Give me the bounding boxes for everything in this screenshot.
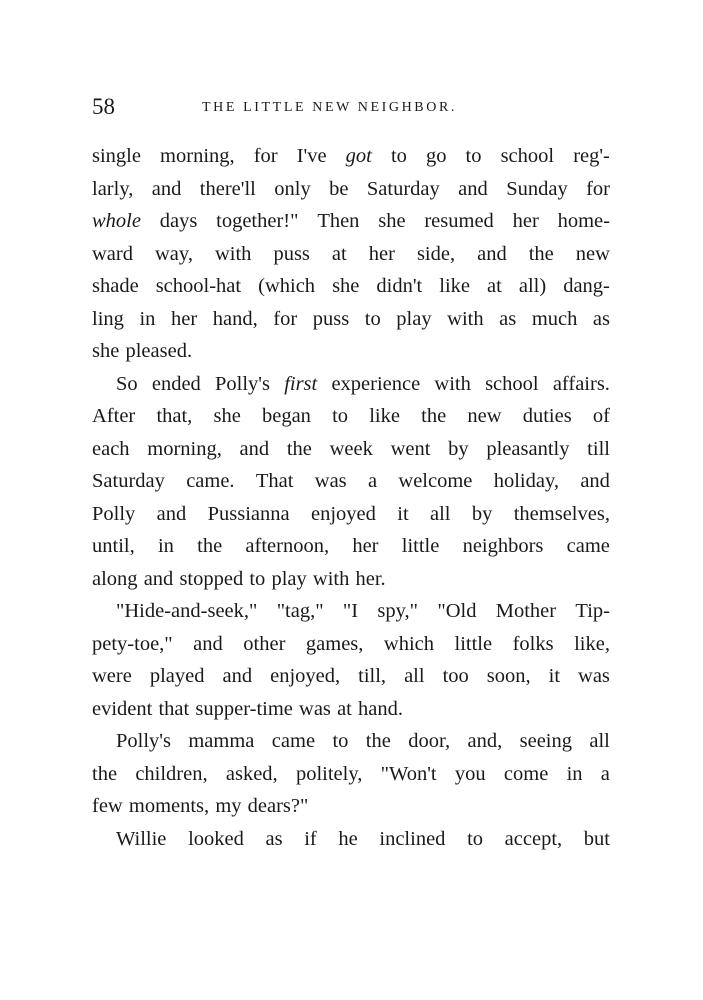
text-line (92, 498, 610, 531)
word: play (271, 567, 307, 590)
word: neighbors (462, 535, 544, 557)
word: her (512, 210, 539, 232)
word: at (487, 275, 502, 297)
word: her (352, 535, 379, 557)
word: soon, (486, 665, 531, 687)
word: new (575, 242, 610, 265)
word: children, (135, 762, 208, 785)
word: of (592, 405, 610, 427)
word: Saturday (366, 177, 440, 200)
word: to (332, 405, 349, 427)
word: school (485, 372, 539, 395)
word: all (430, 502, 451, 525)
word: she (213, 405, 241, 427)
word: the (528, 242, 554, 265)
word: little (454, 632, 493, 655)
word: home- (557, 210, 610, 232)
word: came. (186, 470, 235, 492)
word: (which (258, 275, 316, 297)
text-line (92, 758, 610, 791)
word: Tip- (575, 600, 610, 622)
word: go (425, 145, 447, 167)
word: didn't (376, 275, 423, 297)
word: evident (92, 697, 153, 720)
word: inclined (379, 827, 446, 850)
word: and, (467, 730, 503, 752)
word: and (239, 437, 270, 460)
word: in (157, 535, 174, 557)
word: in (139, 307, 156, 330)
word: Mother (495, 600, 557, 622)
text-line (92, 303, 610, 336)
word: affairs. (552, 372, 610, 395)
word: in (566, 762, 583, 785)
text-line (92, 238, 610, 271)
word: Saturday (92, 470, 165, 492)
word: he (338, 827, 358, 850)
word: hand. (358, 697, 403, 720)
word: like (439, 275, 471, 297)
text-line (92, 660, 610, 693)
word: too (442, 665, 469, 687)
word: stopped (179, 567, 244, 590)
text-line (92, 270, 610, 303)
text-line (92, 433, 610, 466)
word: by (471, 502, 493, 525)
word: reg'- (573, 145, 610, 167)
word: duties (522, 405, 572, 427)
word: ling (92, 307, 124, 330)
word: welcome (398, 470, 473, 492)
word: and (143, 567, 174, 590)
word: played (149, 665, 205, 687)
word: but (583, 827, 610, 850)
word: I've (296, 145, 327, 167)
word: pleased. (125, 340, 193, 362)
word: and (156, 502, 187, 525)
text-line (92, 790, 610, 823)
word: as (592, 307, 610, 330)
word: at (337, 697, 352, 720)
word: the (421, 405, 447, 427)
word: Then (317, 210, 360, 232)
word: got (345, 145, 372, 167)
word: single (92, 145, 141, 167)
word: Willie (116, 827, 167, 850)
word: came (271, 730, 316, 752)
word: as (499, 307, 517, 330)
word: by (448, 437, 469, 460)
word: morning, (160, 145, 235, 167)
word: mamma (188, 730, 255, 752)
word: the (92, 762, 118, 785)
word: a (600, 762, 610, 785)
word: the (286, 437, 312, 460)
word: her (170, 307, 198, 330)
word: and (193, 632, 223, 655)
word: puss (273, 242, 310, 265)
text-line (92, 693, 610, 726)
word: her (368, 242, 395, 265)
word: she (378, 210, 406, 232)
word: dang- (563, 275, 610, 297)
word: to (465, 145, 482, 167)
word: new (467, 405, 502, 427)
word: looked (188, 827, 244, 850)
text-line (92, 530, 610, 563)
word: way, (155, 242, 193, 265)
word: to (364, 307, 381, 330)
text-line (92, 465, 610, 498)
word: "Hide-and-seek," (116, 600, 258, 622)
word: with (214, 242, 252, 265)
word: morning, (147, 437, 222, 460)
word: it (548, 665, 561, 687)
text-line (92, 140, 610, 173)
word: to (390, 145, 407, 167)
word: together!" (216, 210, 299, 232)
running-head: THE LITTLE NEW NEIGHBOR. (202, 100, 457, 115)
word: the (197, 535, 223, 557)
word: resumed (424, 210, 494, 232)
word: all) (518, 275, 547, 297)
text-line (92, 400, 610, 433)
word: "Old (437, 600, 477, 622)
word: whole (92, 210, 141, 232)
word: with (447, 307, 484, 330)
word: for (253, 145, 278, 167)
word: began (261, 405, 311, 427)
page-number: 58 (92, 94, 115, 119)
text-line (92, 628, 610, 661)
word: enjoyed, (270, 665, 341, 687)
word: along (92, 567, 138, 590)
word: pety-toe," (92, 632, 173, 655)
word: only (274, 177, 311, 200)
word: and (458, 177, 488, 200)
word: folks (512, 632, 554, 655)
text-line (92, 725, 610, 758)
word: my (215, 795, 242, 817)
word: shade (92, 275, 139, 297)
body-text (92, 140, 610, 855)
word: puss (312, 307, 350, 330)
word: hand, (212, 307, 258, 330)
word: pleasantly (486, 437, 570, 460)
text-line (92, 335, 610, 368)
word: much (531, 307, 578, 330)
word: dears?" (247, 795, 309, 817)
word: if (304, 827, 317, 850)
word: spy," (377, 600, 419, 622)
word: Polly (92, 502, 136, 525)
word: week (329, 437, 373, 460)
word: her. (355, 567, 386, 590)
word: first (284, 372, 318, 395)
word: school-hat (155, 275, 242, 297)
word: and (222, 665, 253, 687)
word: games, (305, 632, 364, 655)
word: come (503, 762, 549, 785)
text-line (92, 563, 610, 596)
word: was (314, 470, 347, 492)
word: "I (342, 600, 359, 622)
word: moments, (128, 795, 210, 817)
word: side, (416, 242, 456, 265)
word: afternoon, (245, 535, 330, 557)
word: each (92, 437, 130, 460)
word: all (589, 730, 610, 752)
word: That (255, 470, 294, 492)
page-header (92, 92, 612, 124)
text-line (92, 368, 610, 401)
word: there'll (199, 177, 256, 200)
word: a (367, 470, 378, 492)
text-line (92, 173, 610, 206)
word: ended (151, 372, 201, 395)
word: went (390, 437, 431, 460)
word: with (434, 372, 471, 395)
word: few (92, 795, 123, 817)
word: larly, (92, 177, 134, 200)
word: be (329, 177, 349, 200)
word: seeing (519, 730, 572, 752)
word: till (587, 437, 610, 460)
word: enjoyed (310, 502, 376, 525)
word: were (92, 665, 132, 687)
word: came (566, 535, 610, 557)
word: school (500, 145, 555, 167)
word: politely, (295, 762, 363, 785)
word: asked, (225, 762, 278, 785)
word: to (249, 567, 266, 590)
text-line (92, 595, 610, 628)
word: all (404, 665, 425, 687)
word: for (586, 177, 610, 200)
text-line (92, 205, 610, 238)
word: she (332, 275, 360, 297)
word: After (92, 405, 136, 427)
word: that (158, 697, 190, 720)
word: which (383, 632, 435, 655)
word: till, (358, 665, 387, 687)
word: the (365, 730, 391, 752)
word: themselves, (513, 502, 610, 525)
word: Sunday (506, 177, 568, 200)
word: to (467, 827, 484, 850)
word: play (396, 307, 432, 330)
word: was (578, 665, 610, 687)
word: as (265, 827, 283, 850)
word: until, (92, 535, 135, 557)
word: like, (574, 632, 610, 655)
word: Polly's (116, 730, 171, 752)
word: Polly's (215, 372, 270, 395)
text-line (92, 823, 610, 856)
word: days (159, 210, 198, 232)
word: accept, (504, 827, 563, 850)
word: So (116, 372, 138, 395)
word: you (454, 762, 486, 785)
word: supper-time (195, 697, 293, 720)
word: "tag," (276, 600, 324, 622)
word: was (299, 697, 331, 720)
word: like (369, 405, 400, 427)
word: door, (408, 730, 451, 752)
word: "Won't (380, 762, 437, 785)
word: other (243, 632, 286, 655)
word: she (92, 340, 120, 362)
word: and (580, 470, 610, 492)
word: it (397, 502, 409, 525)
word: for (273, 307, 298, 330)
word: at (331, 242, 347, 265)
word: and (151, 177, 182, 200)
word: and (477, 242, 507, 265)
word: with (312, 567, 350, 590)
word: holiday, (493, 470, 559, 492)
word: that, (156, 405, 193, 427)
word: ward (92, 242, 133, 265)
word: Pussianna (207, 502, 290, 525)
word: experience (331, 372, 421, 395)
word: to (332, 730, 349, 752)
word: little (401, 535, 440, 557)
